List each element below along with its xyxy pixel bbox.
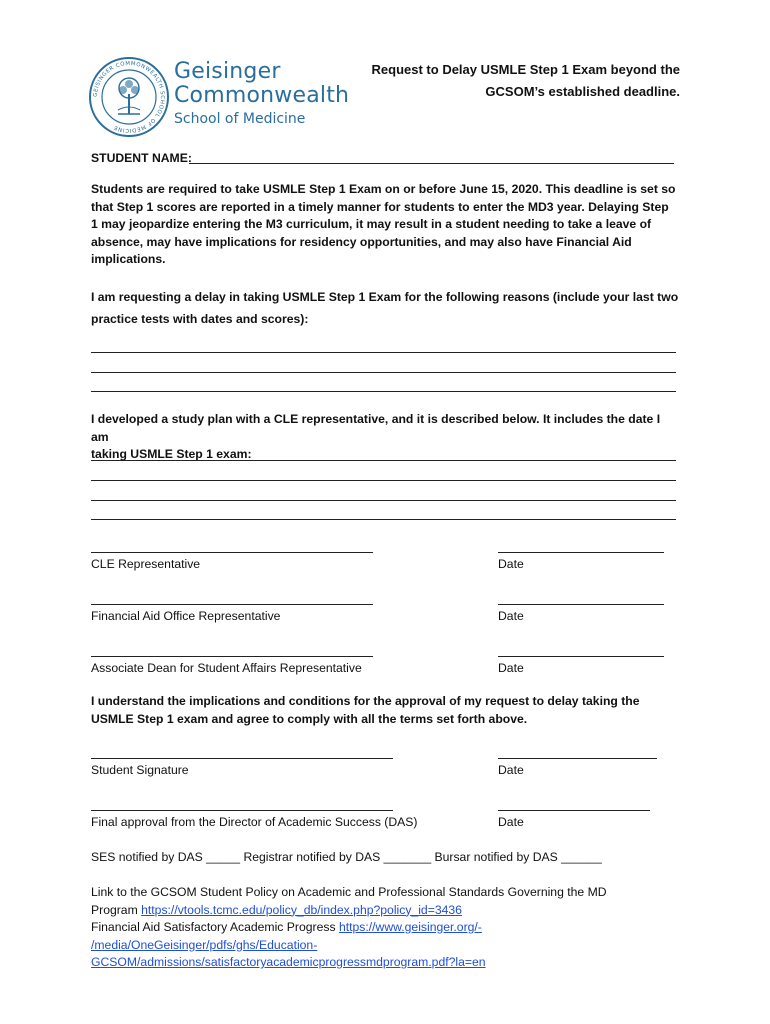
student-date-line[interactable] bbox=[498, 758, 657, 759]
financial-aid-date-label: Date bbox=[498, 609, 524, 623]
school-name bbox=[174, 60, 349, 128]
student-name-label: STUDENT NAME: bbox=[91, 151, 192, 165]
financial-aid-label: Financial Aid Office Representative bbox=[91, 609, 281, 623]
reasons-prompt: I am requesting a delay in taking USMLE Step 1 Exam for the following reasons (include your last two practice tests with dates and scores): bbox=[91, 290, 679, 326]
student-name-field[interactable] bbox=[189, 163, 674, 164]
final-approval-date-label: Date bbox=[498, 815, 524, 829]
notification-checklist: SES notified by DAS _____ Registrar notified by DAS _______ Bursar notified by DAS ______ bbox=[91, 850, 602, 864]
reasons-line[interactable] bbox=[91, 391, 676, 392]
financial-aid-date-line[interactable] bbox=[498, 604, 664, 605]
cle-label: CLE Representative bbox=[91, 557, 201, 571]
logo-line-2: Commonwealth bbox=[174, 83, 350, 108]
final-approval-label: Final approval from the Director of Academic Success (DAS) bbox=[91, 815, 418, 829]
policy-link[interactable]: https://vtools.tcmc.edu/policy_db/index.php?policy_id=3436 bbox=[141, 902, 462, 917]
policy-links bbox=[91, 884, 691, 972]
study-plan-line[interactable] bbox=[91, 500, 676, 501]
policy-link-text: Link to the GCSOM Student Policy on Academic and Professional Standards Governing the MD bbox=[91, 885, 607, 899]
associate-dean-label: Associate Dean for Student Affairs Representative bbox=[91, 661, 362, 675]
study-plan-line[interactable] bbox=[91, 519, 676, 520]
school-seal-logo bbox=[88, 56, 170, 138]
document-title: Request to Delay USMLE Step 1 Exam beyond the GCSOM’s established deadline. bbox=[371, 62, 680, 99]
reasons-line[interactable] bbox=[91, 352, 676, 353]
policy-program-label: Program bbox=[91, 902, 138, 917]
study-plan-line[interactable] bbox=[91, 460, 676, 461]
study-plan-line[interactable] bbox=[91, 480, 676, 481]
student-date-label: Date bbox=[498, 763, 524, 777]
cle-signature-line[interactable] bbox=[91, 552, 373, 553]
student-signature-line[interactable] bbox=[91, 758, 393, 759]
sap-link-part-2[interactable]: /media/OneGeisinger/pdfs/ghs/Education- bbox=[91, 937, 318, 952]
financial-aid-signature-line[interactable] bbox=[91, 604, 373, 605]
cle-date-line[interactable] bbox=[498, 552, 664, 553]
final-approval-date-line[interactable] bbox=[498, 810, 650, 811]
cle-date-label: Date bbox=[498, 557, 524, 571]
seal-text: GEISINGER COMMONWEALTH SCHOOL OF MEDICINE bbox=[92, 60, 166, 134]
final-approval-signature-line[interactable] bbox=[91, 810, 393, 811]
associate-dean-signature-line[interactable] bbox=[91, 656, 373, 657]
student-signature-label: Student Signature bbox=[91, 763, 189, 777]
study-plan-prompt: I developed a study plan with a CLE representative, and it is described below. It includes the date I am taking USMLE Step 1 exam: bbox=[91, 412, 661, 461]
sap-link-part-1[interactable]: https://www.geisinger.org/- bbox=[338, 920, 482, 934]
associate-dean-date-line[interactable] bbox=[498, 656, 664, 657]
sap-label: Financial Aid Satisfactory Academic Progress bbox=[91, 920, 336, 934]
agreement-statement: I understand the implications and conditions for the approval of my request to delay taking the USMLE Step 1 exam and agree to comply with all the terms set forth above. bbox=[91, 694, 640, 726]
sap-link-part-3[interactable]: GCSOM/admissions/satisfactoryacademicprogressmdprogram.pdf?la=en bbox=[91, 955, 486, 969]
intro-paragraph: Students are required to take USMLE Step 1 Exam on or before June 15, 2020. This deadline is set so that Step 1 scores are reported in a timely manner for students to enter the MD3 year. Delaying Step 1 may jeopardize entering the M3 curriculum, it may result in a student needing to take a leave of absence, may have implications for residency opportunities, and may also have Financial Aid implications. bbox=[91, 182, 676, 266]
logo-line-3: School of Medicine bbox=[174, 111, 306, 127]
associate-dean-date-label: Date bbox=[498, 661, 524, 675]
logo-line-1: Geisinger bbox=[174, 59, 281, 84]
reasons-line[interactable] bbox=[91, 372, 676, 373]
